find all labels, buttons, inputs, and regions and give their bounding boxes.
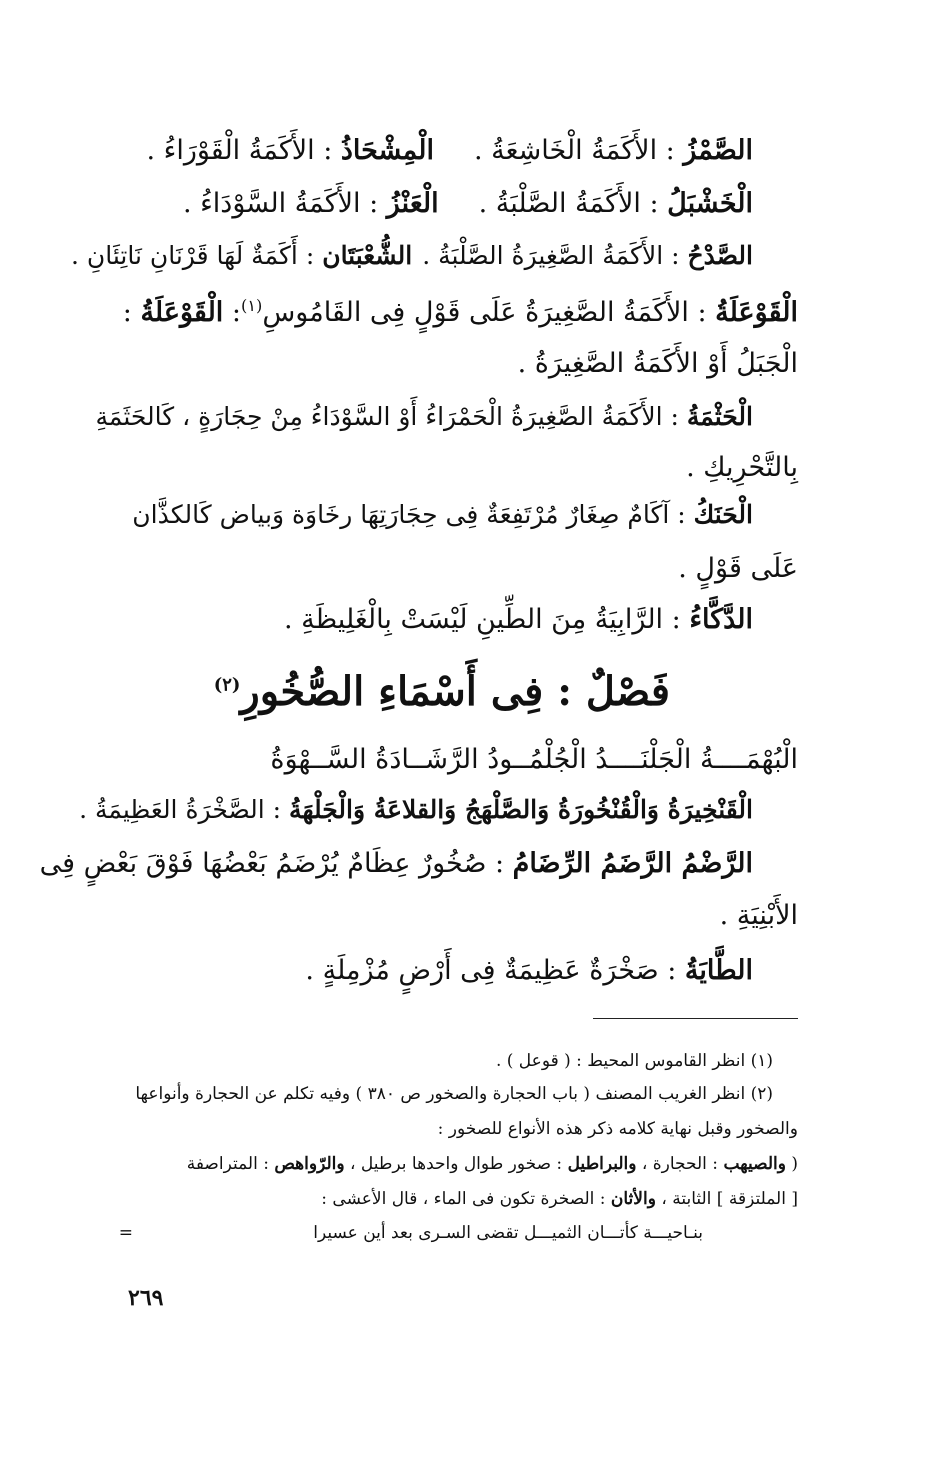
- entry-definition: : الرَّابِيَةُ مِنَ الطِّينِ لَيْسَتْ بِالْغَلِيظَةِ .: [284, 604, 690, 635]
- footnote-2: [135, 1083, 773, 1105]
- entry-line-14: [720, 900, 798, 932]
- entry-definition: : الأَكَمَةُ الصَّغِيرَةُ الْحَمْرَاءُ أَوْ السَّوْدَاءُ مِنْ حِجَارَةٍ ، كَالحَثَمَةِ: [95, 402, 687, 431]
- entry-headword: الْقَوْعَلَةُ: [140, 297, 224, 328]
- footnote-headword: والبراطيل: [567, 1154, 637, 1174]
- entry-definition: : الأَكَمَةُ الْخَاشِعَةُ .: [473, 135, 684, 166]
- word-list-line: [270, 744, 798, 776]
- entry-line-12: [79, 795, 753, 825]
- footnote-text: : المتراصفة: [186, 1154, 275, 1174]
- entry-headword: الْحَثْمَةُ: [686, 402, 753, 431]
- footnote-text: والصخور وقبل نهاية كلامه ذكر هذه الأنواع للصخور :: [437, 1119, 798, 1139]
- entry-definition: : الأَكَمَةُ الصَّغِيرَةُ الصَّلْبَةُ .: [422, 241, 688, 270]
- entry-continuation: الْجَبَلُ أَوْ الأَكَمَةُ الصَّغِيرَةُ .: [517, 348, 798, 379]
- footnote-text: : الحجارة ،: [636, 1154, 724, 1174]
- footnote-headword: والرّواهص: [274, 1154, 345, 1174]
- footnote-2-list-cont: [321, 1188, 798, 1210]
- entry-definition: : آكَامٌ صِغَارٌ مُرْتَفِعَةٌ فِى حِجَارَتِهَا رخَاوَة وَبياض كَالكذَّان: [132, 500, 694, 529]
- footnote-2-cont: [438, 1118, 798, 1140]
- entry-headword: الشُّعْبَتَان: [322, 241, 413, 270]
- entry-headword: الْحَنَكُ: [693, 500, 753, 529]
- footnote-text: : الصخرة تكون فى الماء ، قال الأعشى :: [321, 1189, 611, 1209]
- footnote-text: (٢) انظر الغريب المصنف ( باب الحجارة والصخور ص ٣٨٠ ) وفيه تكلم عن الحجارة وأنواعها: [135, 1084, 773, 1104]
- entry-definition: :: [122, 297, 141, 328]
- footnote-verse: [313, 1222, 703, 1244]
- entry-line-15: [305, 955, 753, 987]
- footnote-2-list: [187, 1153, 798, 1175]
- footnote-separator: [593, 1018, 798, 1019]
- entry-headword: الرَّضْمُ الرَّضَمُ الرِّضَامُ: [512, 848, 753, 879]
- entry-definition: : الأَكَمَةُ الصَّلْبَةُ .: [478, 188, 668, 219]
- entry-definition: :: [223, 297, 241, 328]
- entry-line-3: [71, 241, 753, 271]
- entry-line-13: [40, 848, 753, 880]
- entry-definition: : الصَّخْرَةُ العَظِيمَةُ .: [79, 795, 290, 824]
- entry-definition: : الأَكَمَةُ الصَّغِيرَةُ عَلَى قَوْلٍ فِى القَامُوسِ: [262, 297, 716, 328]
- footnote-verse-text: بنـاحيـــة كأتـــان الثميـــل تقضى السـرى بعد أين عسيرا: [313, 1223, 703, 1243]
- entry-definition: : أَكَمَةٌ لَهَا قَرْنَانِ نَاتِئَانِ .: [70, 241, 323, 270]
- entry-definition: : الأَكَمَةُ الْقَوْرَاءُ .: [146, 135, 341, 166]
- entry-line-1: [146, 135, 753, 167]
- entry-definition: : صُخُورٌ عِظَامٌ يُرْضَمُ بَعْضُهَا فَوْقَ بَعْضٍ فِى: [39, 848, 513, 879]
- entry-line-8: [132, 500, 753, 530]
- entry-headword: الْقَنْخِيرَةُ وَالْقُنْخُورَةُ وَالصَّلْهَجُ وَالقلاعَةُ وَالْجَلْهَةُ: [289, 795, 753, 824]
- entry-line-10: [284, 604, 753, 636]
- footnote-text: (١) انظر القاموس المحيط : ( قوعل ) .: [495, 1051, 773, 1071]
- entry-definition: : الأَكَمَةُ السَّوْدَاءُ .: [182, 188, 387, 219]
- entry-line-9: [678, 553, 798, 585]
- footnote-headword: والصيهب: [723, 1154, 786, 1174]
- entry-headword: الطَّايَةُ: [684, 955, 753, 986]
- entry-continuation: بِالتَّحْرِيكِ .: [686, 452, 798, 483]
- entry-line-7: [686, 452, 798, 484]
- entry-headword: الصَّدْحُ: [687, 241, 753, 270]
- entry-headword: الصَّمْزُ: [683, 135, 753, 166]
- entry-headword: الدَّكَّاءُ: [689, 604, 753, 635]
- entry-headword: الْعَنْزُ: [386, 188, 439, 219]
- entry-line-6: [95, 402, 753, 432]
- continued-mark: =: [118, 1223, 133, 1243]
- footnote-ref: (١): [240, 296, 263, 315]
- entry-line-2: [183, 188, 753, 220]
- page-number: [128, 1285, 163, 1311]
- entry-headword: الْقَوْعَلَةُ: [715, 297, 798, 328]
- entry-line-5: [518, 348, 798, 380]
- footnote-continued-mark: [119, 1222, 133, 1244]
- footnote-text: : صخور طوال واحدها برطيل ،: [344, 1154, 568, 1174]
- entry-headword: الْخَشْبَلُ: [667, 188, 753, 219]
- page-number-text: ٢٦٩: [128, 1285, 164, 1311]
- section-heading-text: فَصْلٌ : فِى أَسْمَاءِ الصُّخُورِ: [240, 668, 670, 715]
- footnote-text: [ الملتزقة ] الثابتة ،: [655, 1189, 798, 1209]
- word-list: الْبُهْمَــــةُ الْجَلْنَــــدُ الْجُلْمُــودُ الرَّشَــادَةُ السَّــهْوَةُ: [270, 744, 798, 775]
- entry-headword: الْمِشْحَاذُ: [340, 135, 434, 166]
- footnote-1: [496, 1050, 773, 1072]
- entry-continuation: عَلَى قَوْلٍ .: [678, 553, 798, 584]
- footnote-text: (: [785, 1154, 798, 1174]
- entry-definition: : صَخْرَةٌ عَظِيمَةٌ فِى أَرْضٍ مُزْمِلَةٍ .: [305, 955, 685, 986]
- section-heading: [214, 668, 670, 716]
- footnote-ref: (٢): [213, 674, 241, 696]
- entry-line-4: [123, 296, 798, 329]
- entry-continuation: الأَبْنِيَةِ .: [719, 900, 798, 931]
- footnote-headword: والأثان: [610, 1189, 656, 1209]
